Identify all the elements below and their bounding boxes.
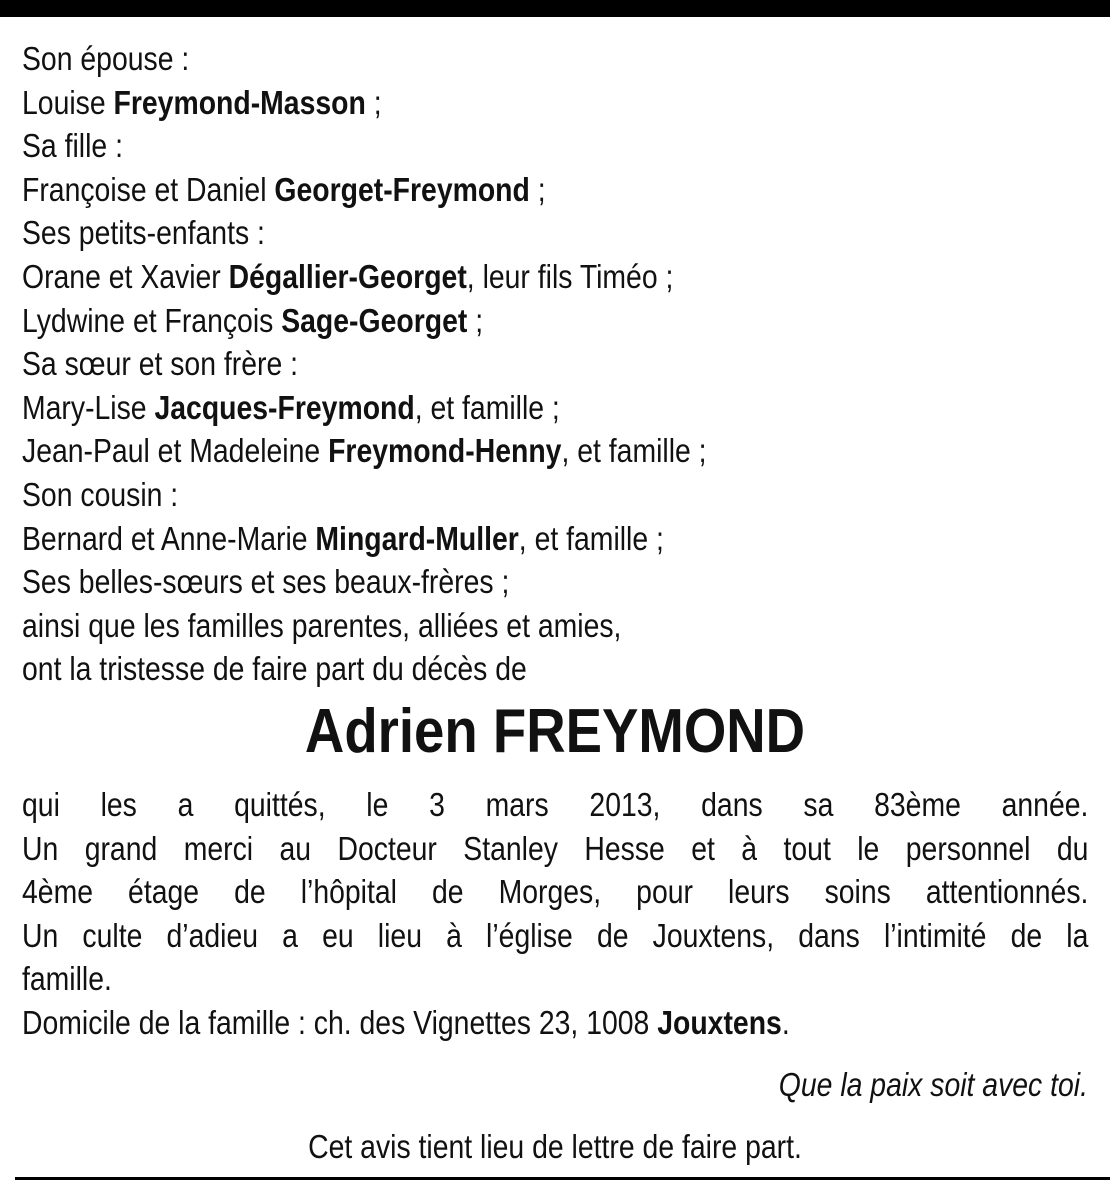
- cousin-entry: Bernard et Anne-Marie Mingard-Muller, et famille ;: [22, 519, 664, 557]
- deceased-name: Adrien FREYMOND: [304, 696, 806, 766]
- grandchild-surname-2: Sage-Georget: [281, 301, 468, 339]
- sibling-entry-1: Mary-Lise Jacques-Freymond, et famille ;: [22, 388, 560, 426]
- body-line-1: qui les a quittés, le 3 mars 2013, dans sa 83ème année.: [22, 785, 1089, 823]
- spouse-entry: Louise Freymond-Masson ;: [22, 83, 382, 121]
- daughter-surname: Georget-Freymond: [274, 170, 530, 208]
- domicile-line: Domicile de la famille : ch. des Vignettes 23, 1008 Jouxtens.: [22, 1003, 790, 1041]
- body-line-3: 4ème étage de l’hôpital de Morges, pour leurs soins attentionnés.: [22, 873, 1089, 911]
- sibling-surname-2: Freymond-Henny: [328, 432, 562, 470]
- body-line-2: Un grand merci au Docteur Stanley Hesse et à tout le personnel du: [22, 829, 1089, 867]
- announcement-line: ont la tristesse de faire part du décès de: [22, 650, 527, 688]
- cousin-surname: Mingard-Muller: [315, 519, 519, 557]
- families-line: ainsi que les familles parentes, alliées et amies,: [22, 606, 622, 644]
- grandchild-surname-1: Dégallier-Georget: [228, 257, 467, 295]
- body-paragraph: [22, 783, 1088, 1001]
- body-line-5: famille.: [22, 960, 112, 998]
- grandchildren-entry-1: Orane et Xavier Dégallier-Georget, leur fils Timéo ;: [22, 257, 674, 295]
- domicile-town: Jouxtens: [657, 1003, 782, 1041]
- daughter-label: Sa fille :: [22, 127, 123, 165]
- top-border-rule: [0, 0, 1110, 17]
- closing-blessing: Que la paix soit avec toi.: [778, 1066, 1088, 1104]
- notice-line: Cet avis tient lieu de lettre de faire part.: [308, 1128, 802, 1166]
- in-laws-line: Ses belles-sœurs et ses beaux-frères ;: [22, 563, 510, 601]
- spouse-surname: Freymond-Masson: [113, 83, 366, 121]
- sibling-surname-1: Jacques-Freymond: [154, 388, 415, 426]
- spouse-label: Son épouse :: [22, 40, 190, 77]
- grandchildren-label: Ses petits-enfants :: [22, 214, 265, 252]
- obituary-notice: [22, 37, 1088, 1169]
- grandchildren-entry-2: Lydwine et François Sage-Georget ;: [22, 301, 484, 339]
- bottom-border-rule: [15, 1177, 1110, 1180]
- daughter-entry: Françoise et Daniel Georget-Freymond ;: [22, 170, 546, 208]
- body-line-4: Un culte d’adieu a eu lieu à l’église de Jouxtens, dans l’intimité de la: [22, 916, 1089, 954]
- siblings-label: Sa sœur et son frère :: [22, 345, 299, 383]
- sibling-entry-2: Jean-Paul et Madeleine Freymond-Henny, et famille ;: [22, 432, 707, 470]
- cousin-label: Son cousin :: [22, 475, 179, 513]
